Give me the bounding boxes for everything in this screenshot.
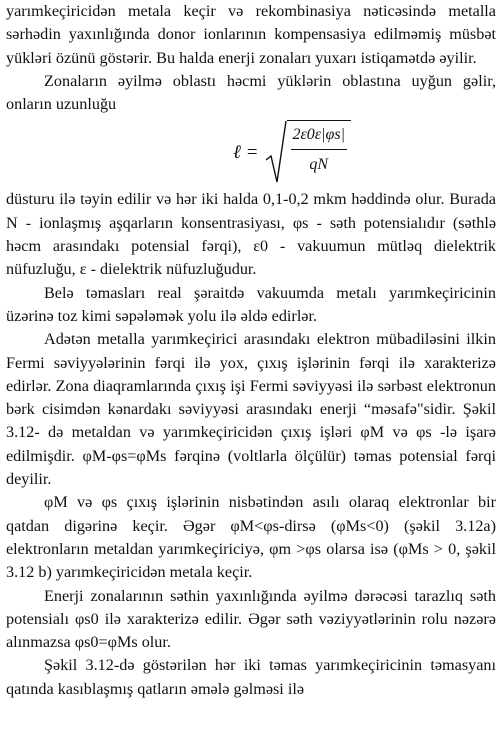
paragraph-4: Belə təmasları real şəraitdə vakuumda metalı yarımkeçiricinin üzərinə toz kimi səpələmək yolu ilə əldə edirlər. [6, 283, 496, 325]
paragraph-3: düsturu ilə təyin edilir və hər iki halda 0,1-0,2 mkm həddində olur. Burada N - ionlaşmış aşqarların konsentrasiyası, φs - səth potensialıdır (səthlə həcm arasındakı potensial fərqi), ε0 - vakuumun mütləq dielektrik nüfuzluğu, ε - dielektrik nüfuzluğudur. [6, 190, 496, 279]
paragraph-6: φM və φs çıxış işlərinin nisbətindən asılı olaraq elektronlar bir qatdan digərinə keçir. Əgər φM<φs-dirsə (φMs<0) (şəkil 3.12a) elektronların metaldan yarımkeçiriciyə, φm >φs olarsa isə (φMs > 0, şəkil 3.12 b) yarımkeçiricidən metala keçir. [6, 493, 496, 582]
paragraph-2: Zonaların əyilmə oblastı həcmi yüklərin oblastına uyğun gəlir, onların uzunluğu [6, 71, 496, 114]
square-root [265, 120, 351, 184]
paragraph-5: Adətən metalla yarımkeçirici arasındakı elektron mübadiləsini ilkin Fermi səviyyələrinin fərqi ilə yox, çıxış işlərinin fərqi ilə xarakterizə edirlər. Zona diaqramlarında çıxış işi Fermi səviyyəsi ilə sərbəst elektronun bərk cisimdən kənardakı səviyyəsi arasındakı enerji “məsafə"sidir. Şəkil 3.12- də metaldan və yarımkeçiricidən çıxış işləri φM və φs -lə işarə edilmişdir. φM-φs=φMs fərqinə (voltlarla ölçülür) təmas potensial fərqi deyilir. [6, 330, 496, 489]
formula-denominator: qN [309, 155, 329, 173]
formula-numerator: 2ε0ε|φs| [291, 123, 347, 149]
radical-sign-icon [265, 120, 287, 184]
paragraph-8: Şəkil 3.12-də göstərilən hər iki təmas yarımkeçiricinin təmasyanı qatında kasıblaşmış qatların əmələ gəlməsi ilə [6, 656, 496, 698]
depletion-length-formula [6, 116, 496, 188]
paragraph-7: Enerji zonalarının səthin yaxınlığında əyilmə dərəcəsi tarazlıq səth potensialı φs0 ilə xarakterizə edilir. Əgər səth vəziyyətlərinin rolu nəzərə alınmazsa φs0=φMs olur. [6, 586, 496, 652]
paragraph-1: yarımkeçiricidən metala keçir və rekombinasiya nəticəsində metalla sərhədin yaxınlığında donor ionlarının kompensasiya edilməmiş müsbət yükləri özünü göstərir. Bu halda enerji zonaları yuxarı istiqamətdə əyilir. [6, 2, 496, 67]
formula-lhs: ℓ = [233, 141, 259, 163]
